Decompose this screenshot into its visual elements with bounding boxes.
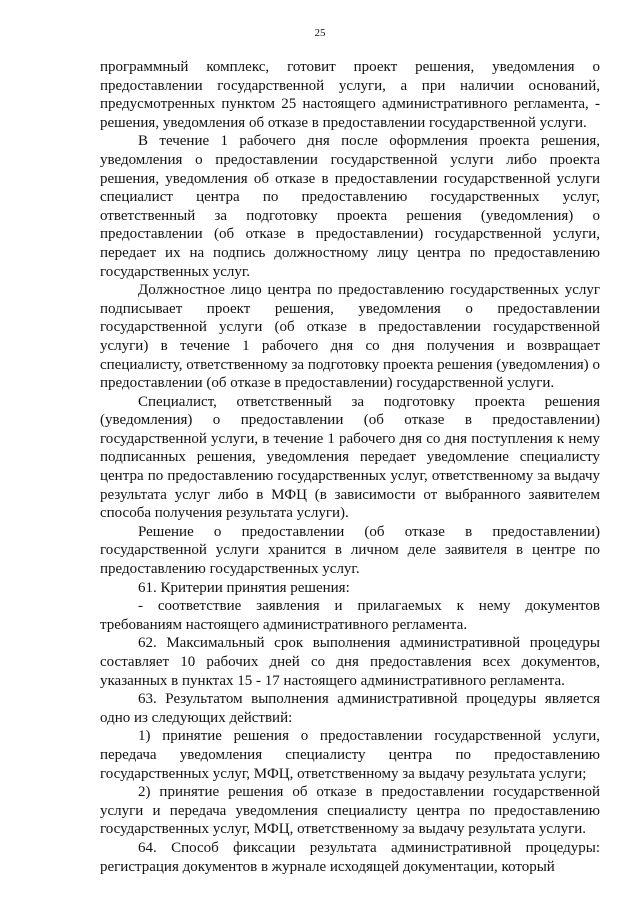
section-heading-61: 61. Критерии принятия решения:	[138, 579, 350, 596]
list-item: - соответствие заявления и прилагаемых к нему документов требованиям настоящего административного регламента.	[100, 598, 600, 633]
document-body	[100, 58, 600, 876]
paragraph: Специалист, ответственный за подготовку проекта решения (уведомления) о предоставлении (об отказе в предоставлении) государственной услуги, в течение 1 рабочего дня со дня поступления к нему подписанных решения, уведомления передает уведомление специалисту центра по предоставлению государственных услуг, ответственному за выдачу результата услуг либо в МФЦ (в зависимости от выбранного заявителем способа получения результата услуги).	[100, 393, 600, 522]
list-item: 2) принятие решения об отказе в предоставлении государственной услуги и передача уведомления специалисту центра по предоставлению государственных услуг, МФЦ, ответственному за выдачу результата услуги.	[100, 784, 600, 838]
paragraph: 62. Максимальный срок выполнения административной процедуры составляет 10 рабочих дней со дня предоставления всех документов, указанных в пунктах 15 - 17 настоящего административного регламента.	[100, 635, 600, 689]
paragraph: Решение о предоставлении (об отказе в предоставлении) государственной услуги хранится в личном деле заявителя в центре по предоставлению государственных услуг.	[100, 523, 600, 578]
paragraph: Должностное лицо центра по предоставлению государственных услуг подписывает проект решения, уведомления о предоставлении государственной услуги (об отказе в предоставлении государственной услуги) в течение 1 рабочего дня со дня получения и возвращает специалисту, ответственному за подготовку проекта решения (уведомления) о предоставлении (об отказе в предоставлении) государственной услуги.	[100, 282, 600, 392]
paragraph: 63. Результатом выполнения административной процедуры является одно из следующих действий:	[100, 691, 600, 726]
paragraph: В течение 1 рабочего дня после оформления проекта решения, уведомления о предоставлении государственной услуги либо проекта решения, уведомления об отказе в предоставлении государственной услуги специалист центра по предоставлению государственных услуг, ответственный за подготовку проекта решения (уведомления) о предоставлении (об отказе в предоставлении) государственной услуги, передает их на подпись должностному лицу центра по предоставлению государственных услуг.	[100, 133, 600, 280]
list-item: 1) принятие решения о предоставлении государственной услуги, передача уведомления специалисту центра по предоставлению государственных услуг, МФЦ, ответственному за выдачу результата услуги;	[100, 728, 600, 782]
paragraph: 64. Способ фиксации результата административной процедуры: регистрация документов в журнале исходящей документации, который	[100, 839, 600, 875]
paragraph: программный комплекс, готовит проект решения, уведомления о предоставлении государственной услуги, а при наличии оснований, предусмотренных пунктом 25 настоящего административного регламента, - решения, уведомления об отказе в предоставлении государственной услуги.	[100, 59, 600, 131]
page-number: 25	[314, 27, 326, 39]
